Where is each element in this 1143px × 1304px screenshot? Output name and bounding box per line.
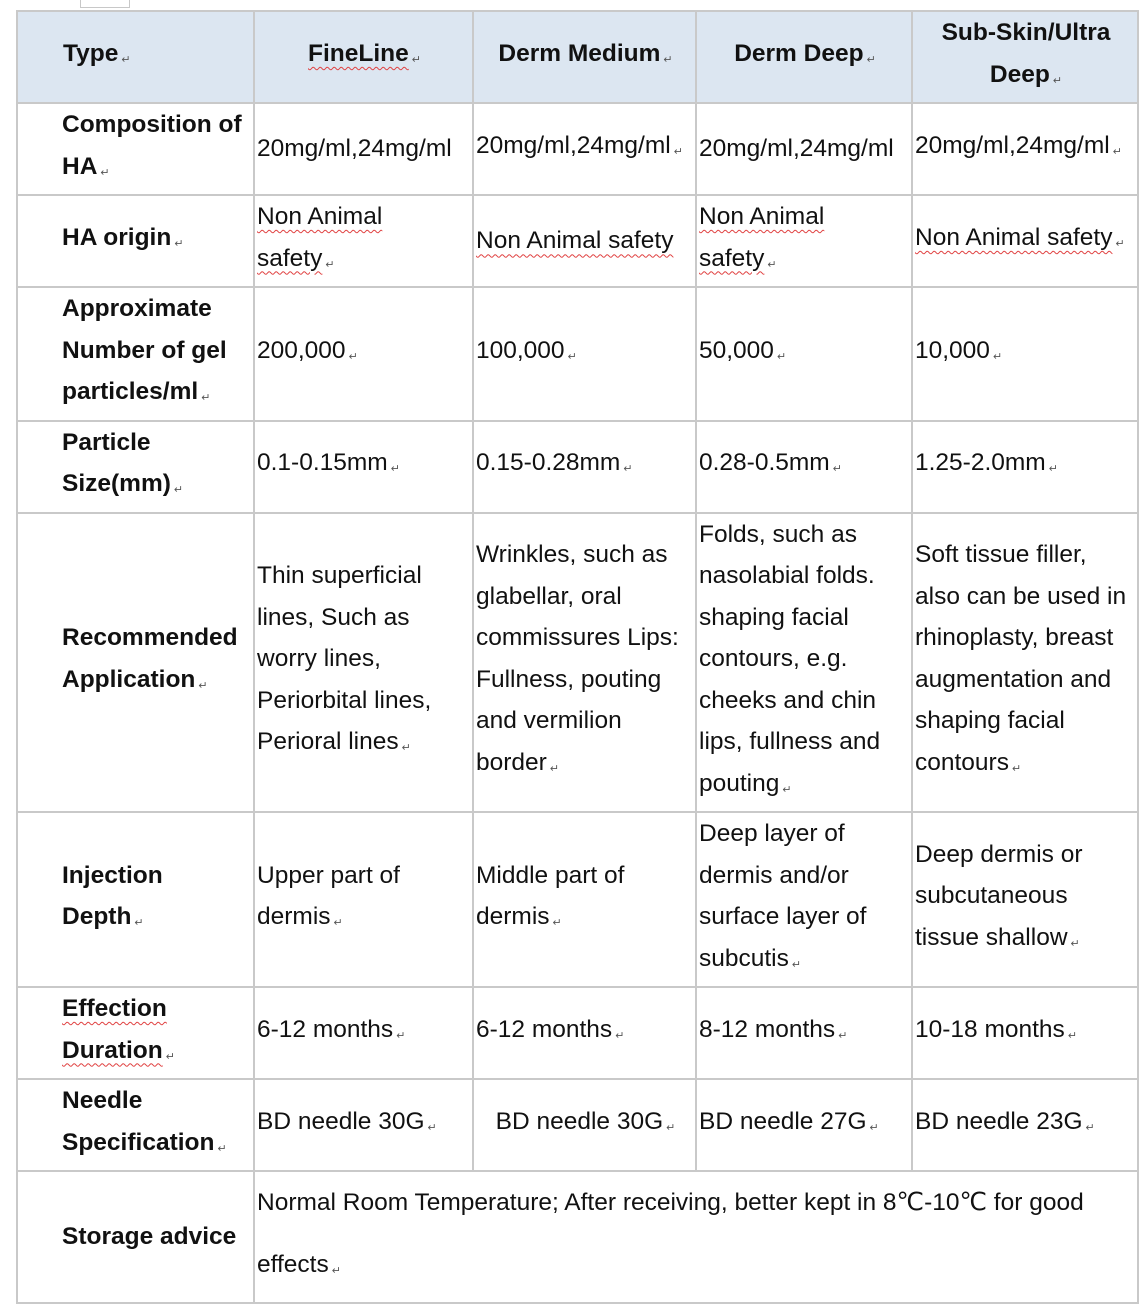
cell-application-1: Thin superficial lines, Such as worry lines, Periorbital lines, Perioral lines ↵ xyxy=(254,513,473,813)
cell-needle-3: BD needle 27G ↵ xyxy=(696,1079,912,1171)
cell-duration-3: 8-12 months ↵ xyxy=(696,987,912,1079)
cell-size-1: 0.1-0.15mm ↵ xyxy=(254,421,473,513)
cell-application-2: Wrinkles, such as glabellar, oral commissures Lips: Fullness, pouting and vermilion border ↵ xyxy=(473,513,696,813)
cell-depth-4: Deep dermis or subcutaneous tissue shallow ↵ xyxy=(912,812,1138,987)
cell-size-2: 0.15-0.28mm ↵ xyxy=(473,421,696,513)
cell-composition-1: 20mg/ml,24mg/ml xyxy=(254,103,473,195)
table-row xyxy=(17,195,1138,287)
cell-origin-1: Non Animal safety ↵ xyxy=(254,195,473,287)
table-row xyxy=(17,1171,1138,1303)
header-type: Type ↵ xyxy=(17,11,254,103)
cell-origin-3: Non Animal safety ↵ xyxy=(696,195,912,287)
cell-composition-3: 20mg/ml,24mg/ml xyxy=(696,103,912,195)
cell-application-3: Folds, such as nasolabial folds. shaping facial contours, e.g. cheeks and chin lips, fullness and pouting ↵ xyxy=(696,513,912,813)
cell-size-3: 0.28-0.5mm ↵ xyxy=(696,421,912,513)
cell-needle-4: BD needle 23G ↵ xyxy=(912,1079,1138,1171)
table-row xyxy=(17,513,1138,813)
table-row xyxy=(17,812,1138,987)
row-label-application: Recommended Application ↵ xyxy=(17,513,254,813)
row-label-particles: Approximate Number of gel particles/ml ↵ xyxy=(17,287,254,421)
cell-duration-1: 6-12 months ↵ xyxy=(254,987,473,1079)
cell-particles-3: 50,000 ↵ xyxy=(696,287,912,421)
table-row xyxy=(17,103,1138,195)
header-fineline: FineLine ↵ xyxy=(254,11,473,103)
table-row xyxy=(17,987,1138,1079)
table-row xyxy=(17,287,1138,421)
cell-needle-2: BD needle 30G ↵ xyxy=(473,1079,696,1171)
header-derm-deep: Derm Deep ↵ xyxy=(696,11,912,103)
cell-depth-3: Deep layer of dermis and/or surface layer of subcutis ↵ xyxy=(696,812,912,987)
cell-duration-4: 10-18 months ↵ xyxy=(912,987,1138,1079)
cell-particles-2: 100,000 ↵ xyxy=(473,287,696,421)
cell-needle-1: BD needle 30G ↵ xyxy=(254,1079,473,1171)
product-spec-table xyxy=(16,10,1139,1304)
cell-origin-4: Non Animal safety ↵ xyxy=(912,195,1138,287)
row-label-origin: HA origin ↵ xyxy=(17,195,254,287)
cell-particles-1: 200,000 ↵ xyxy=(254,287,473,421)
cell-composition-2: 20mg/ml,24mg/ml ↵ xyxy=(473,103,696,195)
cell-origin-2: Non Animal safety xyxy=(473,195,696,287)
row-label-duration: Effection Duration ↵ xyxy=(17,987,254,1079)
header-row xyxy=(17,11,1138,103)
header-derm-medium: Derm Medium ↵ xyxy=(473,11,696,103)
row-label-size: Particle Size(mm) ↵ xyxy=(17,421,254,513)
header-sub-skin: Sub-Skin/Ultra Deep ↵ xyxy=(912,11,1138,103)
row-label-composition: Composition of HA ↵ xyxy=(17,103,254,195)
row-label-depth: Injection Depth ↵ xyxy=(17,812,254,987)
row-label-needle: Needle Specification ↵ xyxy=(17,1079,254,1171)
table-row xyxy=(17,1079,1138,1171)
cell-composition-4: 20mg/ml,24mg/ml ↵ xyxy=(912,103,1138,195)
cell-particles-4: 10,000 ↵ xyxy=(912,287,1138,421)
row-label-storage: Storage advice xyxy=(17,1171,254,1303)
cell-depth-2: Middle part of dermis ↵ xyxy=(473,812,696,987)
cell-depth-1: Upper part of dermis ↵ xyxy=(254,812,473,987)
cell-storage: Normal Room Temperature; After receiving, better kept in 8℃-10℃ for good effects ↵ xyxy=(254,1171,1138,1303)
cell-size-4: 1.25-2.0mm ↵ xyxy=(912,421,1138,513)
cell-duration-2: 6-12 months ↵ xyxy=(473,987,696,1079)
table-row xyxy=(17,421,1138,513)
page-corner-mark xyxy=(80,0,130,8)
cell-application-4: Soft tissue filler, also can be used in rhinoplasty, breast augmentation and shaping facial contours ↵ xyxy=(912,513,1138,813)
